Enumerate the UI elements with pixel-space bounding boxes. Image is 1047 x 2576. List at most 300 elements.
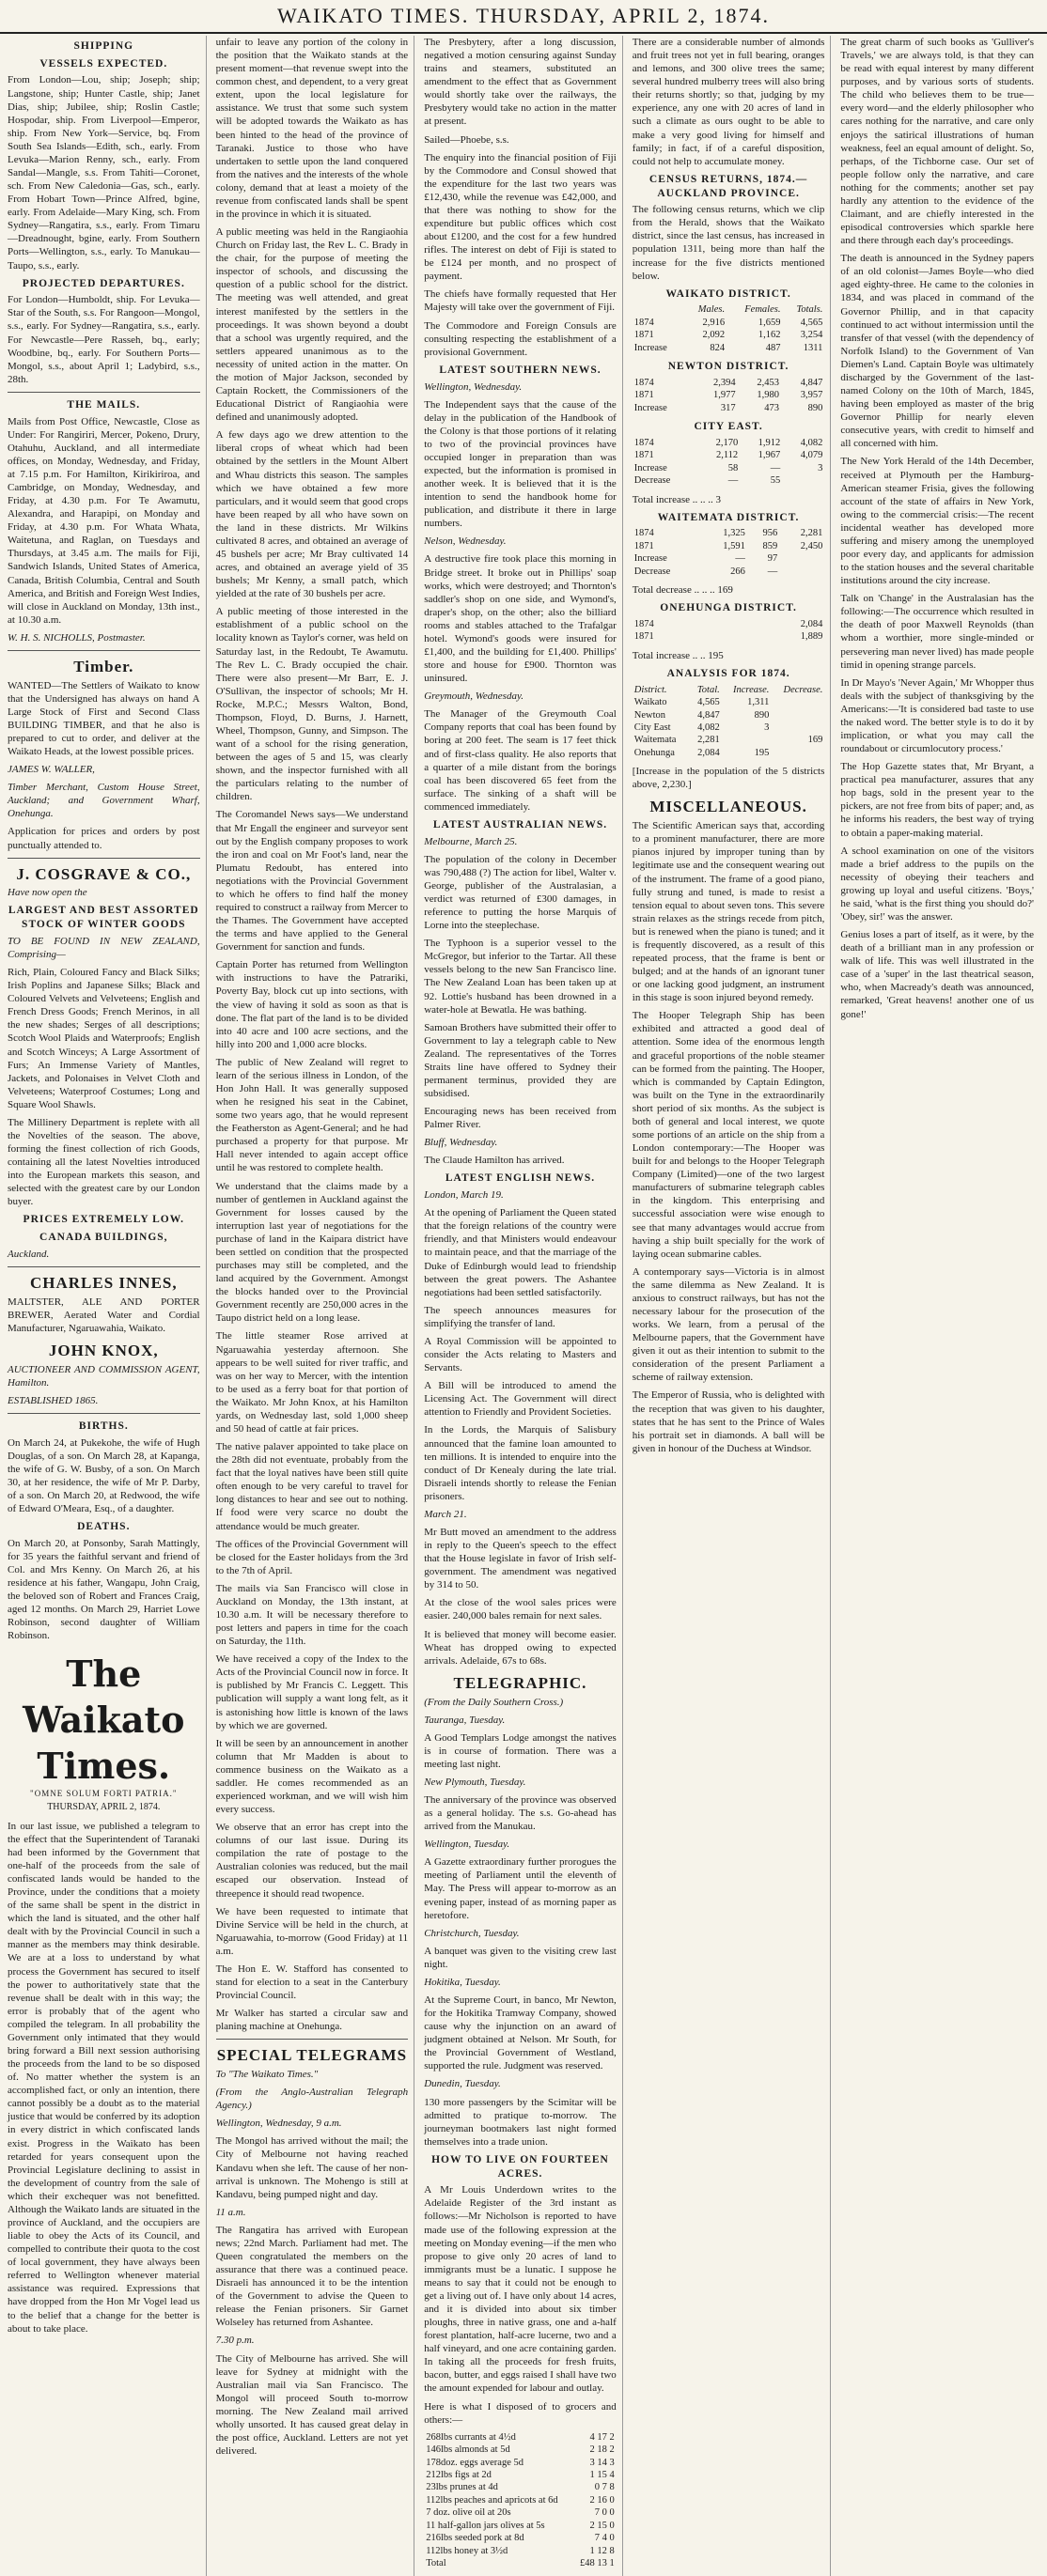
dateline: Bluff, Wednesday. xyxy=(424,1137,498,1149)
cell: 1874 xyxy=(633,619,654,629)
cell: — xyxy=(767,566,778,577)
col2-paragraph: A public meeting of those interested in the establishment of a public school on the locality known as Taylor's corner, was held on Saturday last, in the Redoubt, Te Awamutu. The Rev L. C. Brady occupied the chair. There were also present—Mr Barr, E. J. O'Sullivan, the inspector of schools; Mr H. Rocke, M.P.C.; Messrs Walton, Bond, Thompson, Floyd, D. Burns, J. Harnett, Wheel, Thompson, Gunny, and Simpson. The want of a school for the rising generation, between the ages of 5 and 15, was clearly shown, and the inspector furnished with all the particulars relating to the number of children. xyxy=(215,606,409,803)
english-paragraph: It is believed that money will become easier. Wheat has dropped owing to expected arrivals. Adelaide, 67s to 68s. xyxy=(424,1628,617,1667)
english-paragraph: At the opening of Parliament the Queen stated that the foreign relations of the country were friendly, and that Ministers would endeavour to maintain peace, and that the marriage of the Duke of Edinburgh would lead to friendship between the great powers. The Ashantee negotiations had been settled satisfactorily. xyxy=(424,1207,617,1298)
produce-item: 112lbs peaches and apricots at 6d xyxy=(426,2494,558,2506)
cell: 824 xyxy=(710,342,726,353)
cell: 2,281 xyxy=(697,735,720,746)
mails-text: Mails from Post Office, Newcastle, Close as Under: For Rangiriri, Mercer, Pokeno, Drury, Otahuhu, Auckland, and all intermediate offices, on Monday, Wednesday, and Friday, at 7.15 p.m. For Hamilton, Kirikiriroa, and Cambridge, on Monday, Wednesday, and Friday, at 4.30 p.m. For Te Awamutu, Alexandra, and Harapipi, on Monday and Friday, at 4.30 p.m. For Whata Whata, Waitetuna, and Raglan, on Tuesdays and Thursdays, at 3.45 a.m. The mails for Fiji, Sandwich Islands, United States of America, Canada, British Columbia, Central and South America, and British and Foreign West Indies, will close in Auckland on Monday, 13th inst., at 10.30 a.m. xyxy=(8,415,200,626)
table-row xyxy=(633,747,825,759)
howto-heading: HOW TO LIVE ON FOURTEEN ACRES. xyxy=(431,2153,609,2180)
cell: 1,162 xyxy=(758,330,781,341)
col5-paragraph: The New York Herald of the 14th December, received at Plymouth per the Hamburg-American steamer Frisia, gives the following account of the state of affairs in New York, owing to the commercial crisis:—The recent incidental weather has developed more suffering and misery among the unemployed poor every day, and applicants for admission to the station houses and the several charitable institutions around the city increase. xyxy=(840,456,1034,587)
cell: 2,453 xyxy=(757,377,779,388)
dateline: 7.30 p.m. xyxy=(215,2335,255,2347)
table-header xyxy=(633,684,825,696)
produce-amount: 3 14 3 xyxy=(589,2457,615,2468)
table-row xyxy=(633,474,825,487)
cell: 890 xyxy=(754,709,770,721)
col2-paragraph: A few days ago we drew attention to the liberal crops of wheat which had been obtained by the settlers in the Mount Albert and Whau districts this season. The samples which we have obtained a few more particulars, and it would seem that good crops have been reaped by all who have sown on the land in these districts. Mr Wilkins cultivated 8 acres, and obtained an average of 45 bushels per acre; Mr Bray cultivated 14 acres, and obtained an average yield of 35 bushels; Mr Kenny, a small patch, which yielded at the rate of 30 bushels per acre. xyxy=(215,429,409,600)
dateline: New Plymouth, Tuesday. xyxy=(424,1776,526,1788)
produce-item: 178doz. eggs average 5d xyxy=(426,2457,524,2468)
timber-address: Timber Merchant, Custom House Street, Auckland; and Government Wharf, Onehunga. xyxy=(8,782,200,820)
produce-item: 23lbs prunes at 4d xyxy=(426,2482,498,2493)
table-row xyxy=(424,2532,617,2544)
column-2 xyxy=(216,36,415,2576)
cosgrave-heading: J. COSGRAVE & CO., xyxy=(16,864,192,883)
table-row xyxy=(424,2481,617,2493)
col2-paragraph: It will be seen by an announcement in another column that Mr Madden is about to commence business on the Waikato as a saddler. He comes recommended as an experienced workman, and we will wish him every success. xyxy=(215,1737,409,1816)
table-row xyxy=(424,2557,617,2569)
col5-paragraph: The Hop Gazette states that, Mr Bryant, a practical pea manufacturer, assures that any hop bags, sold in the present year to the pickers, are not free from bits of paper; and, as he informs his readers, the best way of trying to obtain a paper-making material. xyxy=(840,761,1034,839)
cell: 4,565 xyxy=(800,317,823,328)
cell: 1,980 xyxy=(757,390,779,401)
produce-table xyxy=(424,2431,617,2570)
births-heading: BIRTHS. xyxy=(78,1420,129,1432)
special-paragraph: The Mongol has arrived without the mail; the City of Melbourne not having reached Kandavu when she left. The cause of her non-arrival is unknown. The Mohengo is still at Kandavu, being pumped night and day. xyxy=(215,2135,409,2200)
census-text: The following census returns, which we clip from the Herald, shows that the Waikato district, since the last census, has increased in population 1311, being more than half the increase for the five districts mentioned below. xyxy=(632,204,825,282)
vessels-heading: VESSELS EXPECTED. xyxy=(39,57,168,70)
shipping-heading: SHIPPING xyxy=(73,40,134,52)
cell: 2,916 xyxy=(702,317,726,328)
southern-paragraph: The Manager of the Greymouth Coal Company reports that coal has been found by boring at 200 feet. The seam is 17 feet thick and of first-class quality. He also reports that a quarter of a mile distant from the borings coal has been discovered 65 feet from the surface. The sinking of a shaft will be commenced immediately. xyxy=(424,708,617,813)
cell: 956 xyxy=(762,528,778,539)
dateline: Melbourne, March 25. xyxy=(424,835,518,847)
col-header: Males. xyxy=(697,304,726,316)
col2-paragraph: The offices of the Provincial Government will be closed for the Easter holidays from the 3rd to the 7th of April. xyxy=(215,1538,409,1576)
table-row xyxy=(424,2545,617,2557)
english-paragraph: The speech announces measures for simplifying the transfer of land. xyxy=(424,1304,617,1329)
canada-heading: CANADA BUILDINGS, xyxy=(39,1232,168,1244)
col3-paragraph: The chiefs have formally requested that Her Majesty will take over the government of Fiji. xyxy=(424,288,617,314)
miscellaneous-heading: MISCELLANEOUS. xyxy=(649,798,807,816)
city-east-table xyxy=(633,437,825,488)
col2-paragraph: The public of New Zealand will regret to learn of the serious illness in London, of the Hon John Hall. It was generally supposed when he resigned his seat in the Cabinet, some two years ago, that he would represent the Featherston as Agent-General; and he had purchased a property for that purpose. Mr Hall never intended to again accept office until he was restored to complete health. xyxy=(215,1056,409,1174)
cell: 3 xyxy=(764,722,770,733)
cell: 4,082 xyxy=(697,722,720,733)
cell: 2,394 xyxy=(712,377,736,388)
cell xyxy=(722,734,772,746)
cell: 1874 xyxy=(633,528,654,539)
divider xyxy=(8,1413,200,1414)
cell: Increase xyxy=(633,462,667,473)
produce-amount: 2 15 0 xyxy=(589,2520,615,2531)
cosgrave-sub: Have now open the xyxy=(8,887,87,899)
table-row xyxy=(424,2469,617,2481)
table-row xyxy=(633,722,825,734)
cell: 2,112 xyxy=(715,450,739,461)
table-row xyxy=(633,709,825,722)
cell: 1871 xyxy=(633,450,654,461)
cell: 1871 xyxy=(633,390,654,401)
col2-paragraph: We observe that an error has crept into the columns of our last issue. During its compilation the rate of postage to the Australian colonies was reduced, but the mail escaped our observation. Instead of threepence it should read twopence. xyxy=(215,1822,409,1900)
telegraphic-paragraph: A Gazette extraordinary further prorogues the meeting of Parliament until the eleventh of May. The Press will appear to-morrow as an evening paper, instead of as morning paper as heretofore. xyxy=(424,1856,617,1921)
col2-paragraph: A public meeting was held in the Rangiaohia Church on Friday last, the Rev L. C. Brady in the chair, for the purpose of meeting the inspector of schools, and discussing the question of a public school for the district. The meeting was well attended, and great interest manifested by the settlers in the proceedings. It was shown beyond a doubt that a school was urgently required, and the settlers appeared unanimous as to the necessity of united action in the matter. On the motion of Major Jackson, seconded by Captain Rockett, the Commissioners of the Educational District of Rangiaohia were defined and unanimously adopted. xyxy=(215,226,409,424)
col2-paragraph: We have received a copy of the Index to the Acts of the Provincial Council now in force. It is published by Mr Francis C. Leggett. This publication will supply a want long felt, as it is astonishing how little is known of the laws by which we are governed. xyxy=(215,1653,409,1731)
col2-paragraph: The little steamer Rose arrived at Ngaruawahia yesterday afternoon. She appears to be well suited for river traffic, and was on her way to Mercer, with the intention to be used as a ferry boat for that portion of the Waikato. Mr John Knox, at his Hamilton yards, on Wednesday last, sold 1,000 sheep and 50 head of cattle at fair prices. xyxy=(215,1330,409,1435)
col-header: Decrease. xyxy=(783,684,823,695)
cell: — xyxy=(735,553,745,565)
telegraphic-heading: TELEGRAPHIC. xyxy=(453,1673,587,1692)
english-paragraph: A Bill will be introduced to amend the Licensing Act. The Government will direct attention to Friendly and Provident Societies. xyxy=(424,1380,617,1419)
dateline: Wellington, Tuesday. xyxy=(424,1839,510,1851)
cell: 2,084 xyxy=(800,619,823,629)
knox-established: ESTABLISHED 1865. xyxy=(8,1394,99,1406)
waitemata-net: Total decrease .. .. .. 169 xyxy=(632,584,733,597)
cell: 2,281 xyxy=(800,528,823,539)
produce-item: 146lbs almonds at 5d xyxy=(426,2444,510,2456)
dateline: Christchurch, Tuesday. xyxy=(424,1927,520,1939)
cell: 4,079 xyxy=(800,450,823,461)
cell: 1874 xyxy=(633,317,654,328)
telegraphic-source: (From the Daily Southern Cross.) xyxy=(424,1696,564,1708)
newton-district-heading: NEWTON DISTRICT. xyxy=(667,361,789,373)
onehunga-table xyxy=(633,618,825,644)
howto-list-intro: Here is what I disposed of to grocers and others:— xyxy=(424,2400,617,2426)
table-row xyxy=(633,618,825,630)
cell: 473 xyxy=(764,402,779,413)
divider xyxy=(8,1266,200,1267)
column-3 xyxy=(424,36,623,2576)
table-row xyxy=(424,2457,617,2469)
cell: 4,847 xyxy=(800,377,823,388)
cell: Decrease xyxy=(633,475,671,487)
deaths-heading: DEATHS. xyxy=(77,1521,131,1533)
cosgrave-found: TO BE FOUND IN NEW ZEALAND, Comprising— xyxy=(8,935,200,960)
cell: 1,325 xyxy=(723,528,745,539)
col5-paragraph: The great charm of such books as 'Gulliver's Travels,' we are always told, is that they can be read with equal interest by many different purposes, and by various sorts of students. The child who believes them to be true—every word—and the elderly philosopher who cares nothing for the narrative, and care only enjoys the satirical illustrations of human weakness, feel an equal amount of delight. So, perhaps, of the Tichborne case. Our set of people follow only the narrative, and care nothing for the comments; another set pay hardly any attention to the evidence of the Claimant, and are chiefly interested in the episodical controversies which sparkle here and there through each day's proceedings. xyxy=(840,37,1034,247)
table-header xyxy=(633,303,825,316)
english-paragraph: In the Lords, the Marquis of Salisbury announced that the famine loan amounted to ten millions. It is intended to enquire into the conduct of Dr Kenealy during the late trial. Disraeli intends shortly to release the Fenian prisoners. xyxy=(424,1424,617,1502)
cosgrave-prices: PRICES EXTREMELY LOW. xyxy=(23,1214,185,1226)
table-row xyxy=(424,2506,617,2519)
cell: 55 xyxy=(770,475,781,487)
column-5 xyxy=(840,36,1039,2576)
cell: 2,084 xyxy=(697,747,720,758)
column-4 xyxy=(633,36,832,2576)
columns xyxy=(8,36,1039,2569)
divider xyxy=(8,650,200,651)
table-row xyxy=(633,540,825,552)
census-heading: CENSUS RETURNS, 1874.—AUCKLAND PROVINCE. xyxy=(649,173,808,199)
nameplate: The Waikato Times. xyxy=(23,1653,185,1787)
timber-text: WANTED—The Settlers of Waikato to know that the Undersigned has always on hand A Large Stock of First and Second Class BUILDING TIMBER, and that he also is prepared to cut to order, and deliver at the Waikato Heads, at the lowest possible prices. xyxy=(8,679,200,758)
english-paragraph: Mr Butt moved an amendment to the address in reply to the Queen's speech to the effect that the House legislate in favor of Irish self-government. The amendment was negatived by 314 to 50. xyxy=(424,1526,617,1591)
produce-item: 216lbs seeded pork at 8d xyxy=(426,2533,524,2544)
table-row xyxy=(633,342,825,354)
col2-paragraph: The native palaver appointed to take place on the 28th did not eventuate, probably from the fact that the loyal natives have been still quite often enough to be very careful to travel for long distances to hear and see out to nothing. If food were very scarce no doubt the attendance would be much greater. xyxy=(215,1441,409,1532)
table-row xyxy=(633,527,825,539)
cell xyxy=(779,552,824,565)
produce-item: 112lbs honey at 3½d xyxy=(426,2545,508,2556)
col3-paragraph: The Commodore and Foreign Consuls are consulting respecting the establishment of a provisional Government. xyxy=(424,319,617,358)
table-row xyxy=(424,2444,617,2456)
southern-paragraph: A destructive fire took place this morning in Bridge street. It broke out in Phillips' soap works, which were destroyed; and Thornton's saddler's shop on one side, and Wymond's, draper's shop, on the other; also the billiard rooms and stables attached to the Trafalgar hotel. Wymond's goods were insured for £1,400, and the building for £1,400. Phillips' store and house for £900. Thornton was uninsured. xyxy=(424,553,617,685)
produce-amount: 7 4 0 xyxy=(594,2533,615,2544)
timber-heading: Timber. xyxy=(73,657,134,675)
table-row xyxy=(633,630,825,643)
australian-news-heading: LATEST AUSTRALIAN NEWS. xyxy=(432,818,608,830)
dateline: March 21. xyxy=(424,1508,467,1520)
waikato-district-heading: WAIKATO DISTRICT. xyxy=(665,287,791,300)
cell: Decrease xyxy=(633,566,671,577)
col2-paragraph: We have been requested to intimate that Divine Service will be held in the church, at Ngaruawahia, to-morrow (Good Friday) at 11 a.m. xyxy=(215,1905,409,1957)
col2-paragraph: The Hon E. W. Stafford has consented to stand for election to a seat in the Canterbury Provincial Council. xyxy=(215,1963,409,2002)
produce-amount: 2 18 2 xyxy=(589,2444,615,2456)
col4-paragraph: The Hooper Telegraph Ship has been exhibited and attracted a good deal of attention. Some idea of the enormous length and graceful proportions of the noble steamer can be formed from the painting. The Hooper, which is commanded by Captain Edington, was built on the Tyne in the extraordinarily short period of six months. As the subject is both of general and local interest, we quote some portions of an article on the ship from a London contemporary:—The Hooper was built for and belongs to the Hooper Telegraph Company (Limited)—one of the two largest manufacturers of submarine telegraph cables in the kingdom. This enterprising and successful association were wise enough to see that many advantages would accrue from having a ship built specially for the work of laying ocean submarine cables. xyxy=(632,1010,825,1260)
knox-text: AUCTIONEER AND COMMISSION AGENT, Hamilton. xyxy=(8,1363,200,1389)
special-telegrams-sub: To "The Waikato Times." xyxy=(215,2069,319,2081)
telegraphic-paragraph: 130 more passengers by the Scimitar will be admitted to pratique to-morrow. The journeyman bootmakers last night formed themselves into a trade union. xyxy=(424,2096,617,2148)
cosgrave-list: Rich, Plain, Coloured Fancy and Black Silks; Irish Poplins and Japanese Silks; Black and Coloured Velvets and Velveteens; English and French Dress Goods; French Merinos, in all the new shades; Serges of all descriptions; Scotch Wool Plaids and Waterproofs; English and Scotch Winceys; A Large Assortment of Furs; An Immense Variety of Mantles, Jackets, and Polonaises in Velvet Cloth and Velveteens; Waterproof Costumes; Long and Square Wool Shawls. xyxy=(8,967,200,1110)
mails-heading: THE MAILS. xyxy=(67,398,141,411)
cell: 4,847 xyxy=(697,709,720,721)
col-header xyxy=(633,303,684,316)
table-row xyxy=(424,2431,617,2444)
table-row xyxy=(633,377,825,389)
editorial-text: In our last issue, we published a telegram to the effect that the Superintendent of Taranaki had been informed by the Government that one-half of the proceeds from the sale of confiscated lands would be handed to the Province, under the conditions that a moiety of the same shall be spent in the district in which the land is situated, and the other half dealt with by the Provincial Council in such a manner as the members may think desirable. We are at a loss to understand by what process the Government has secured to itself the power to authoritatively state that the revenue shall be dealt with in this way; the error is probably that of the agent who compiled the telegram. In all probability the Government only intimated that they would bring forward a Bill next session authorising the proceeds from the land to be so disposed of. No matter whether the system is an accomplished fact, or only an intention, there cannot possibly be a doubt as to the material justice that would be conferred by its adoption in every district in which confiscated lands exist. Progress in the Waikato has been retarded for years consequent upon the Provincial Legislature declining to assist in the development of country from the sale of which their exchequer was not benefitted. Although the Waikato lands are situated in the province of Auckland, and the occupiers are liable to obey the Acts of its Council, and compelled to contribute their quota to the cost of local government, they have always been referred to Wellington whenever material assistance was required. Expressions that have dropped from the Hon Mr Vogel lead us to the belief that a change for the better is about to take place. xyxy=(8,1820,200,2335)
cell: 97 xyxy=(767,553,778,565)
southern-paragraph: The Independent says that the cause of the delay in the publication of the Handbook of the Colony is that those portions of it relating to two of the provincial provinces have occupied longer in preparation than was expected, but the information is promised in another week. It is believed that it is the intention to send the handbook home for publication, and distribute it there in large numbers. xyxy=(424,398,617,530)
cell: 195 xyxy=(754,747,770,758)
col-header: Females. xyxy=(744,304,781,316)
cell: Newton xyxy=(633,709,666,721)
cell: 4,082 xyxy=(800,437,823,448)
analysis-table xyxy=(633,684,825,760)
col5-paragraph: In Dr Mayo's 'Never Again,' Mr Whopper thus deals with the subject of thanksgiving by the Americans:—'It is considered bad taste to use the naked word. The better style is to do it by implication, or what you may call the roundabout or circumlocutory process.' xyxy=(840,676,1034,755)
telegraphic-paragraph: A banquet was given to the visiting crew last night. xyxy=(424,1945,617,1970)
col4-paragraph: The Emperor of Russia, who is delighted with the reception that was given to his daughter, states that he has sent to the Prince of Wales his portrait set in diamonds. A ball will be given in honour of the Duchess at Windsor. xyxy=(632,1389,825,1454)
table-row xyxy=(633,389,825,401)
col-header: Total. xyxy=(696,684,720,695)
cosgrave-stock: LARGEST AND BEST ASSORTED STOCK OF WINTER GOODS xyxy=(8,905,199,931)
col2-paragraph: We understand that the claims made by a number of gentlemen in Auckland against the Government for losses caused by the interruption last year of negotiations for the purchase of land in the Kaipara district have been settled on condition that the prospected purchases may still be completed, and the land acquired by the Government. Amongst the blocks handed over to the Provincial Government recently are 250,000 acres in the Taupo district held on a long lease. xyxy=(215,1180,409,1325)
cell: — xyxy=(727,475,739,487)
cell: 1,967 xyxy=(758,450,781,461)
cell xyxy=(779,566,824,578)
divider xyxy=(8,858,200,859)
masthead-title: WAIKATO TIMES. THURSDAY, APRIL 2, 1874. xyxy=(277,4,770,27)
cell: 2,092 xyxy=(702,330,726,341)
cell: Waitemata xyxy=(633,735,677,746)
telegraphic-paragraph: The anniversary of the province was observed as a general holiday. The s.s. Go-ahead has arrived from the Manukau. xyxy=(424,1793,617,1833)
col5-paragraph: Genius loses a part of itself, as it were, by the death of a brilliant man in any profession or walk of life. This was well illustrated in the case of a 'super' in the last theatrical season, who, when Macready's death was announced, remarked, 'Great heavens! another one of us gone!' xyxy=(840,929,1034,1020)
cell: 1,311 xyxy=(747,697,770,708)
telegraphic-paragraph: At the Supreme Court, in banco, Mr Newton, for the Hokitika Tramway Company, showed cause why the injunction on an award of judgment obtained at Nelson. Mr South, for the Provincial Government of Westland, supported the rule. Judgment was reserved. xyxy=(424,1994,617,2072)
produce-amount: 7 0 0 xyxy=(594,2507,615,2519)
dateline: 11 a.m. xyxy=(215,2206,246,2218)
col-header: Totals. xyxy=(796,304,823,316)
cell: 266 xyxy=(730,566,745,577)
cell: 58 xyxy=(727,462,739,473)
english-paragraph: At the close of the wool sales prices were easier. 240,000 bales remain for next sales. xyxy=(424,1597,617,1622)
cell: 3,957 xyxy=(800,390,823,401)
howto-text: A Mr Louis Underdown writes to the Adelaide Register of the 3rd instant as follows:—Mr Nicholson is reported to have made use of the following expression at the meeting on Monday evening—if the men who propose to give only 20 acres of land to immigrants must be a lunatic. I suppose he means to say that it could not be enough to get a living out of. I have only about 14 acres, and it is divided into about six timber ploughs, three in native grass, one and a-half forest plantation, half-acre lucerne, two and a half vineyard, and one acre containing garden. In taking all the proceeds for fresh fruits, bacon, butter, and eggs raised I shall have two the amount expended for labour and outlay. xyxy=(424,2184,617,2395)
city-east-net: Total increase .. .. .. 3 xyxy=(632,493,722,505)
dateline: Nelson, Wednesday. xyxy=(424,535,507,548)
nameplate-motto: "OMNE SOLUM FORTI PATRIA." xyxy=(30,1789,178,1799)
produce-total-label: Total xyxy=(426,2558,446,2569)
cell: Onehunga xyxy=(633,747,675,758)
australian-paragraph: The Claude Hamilton has arrived. xyxy=(424,1155,565,1167)
col4-paragraph: A contemporary says—Victoria is in almost the same dilemma as New Zealand. It is anxious to construct railways, but has not the necessary labour for the prosecution of the works. We learn, from a perusal of the Melbourne papers, that the Government have given it out as their intention to submit to the consideration of the present Parliament a scheme of railway extension. xyxy=(632,1265,825,1384)
cell: 1871 xyxy=(633,330,654,341)
english-paragraph: A Royal Commission will be appointed to consider the Acts relating to Masters and Servants. xyxy=(424,1335,617,1374)
produce-amount: 4 17 2 xyxy=(589,2431,615,2443)
cell: 1,977 xyxy=(712,390,736,401)
cell: 1311 xyxy=(803,342,823,353)
col-header: District. xyxy=(633,684,667,695)
cell: 1871 xyxy=(633,631,654,643)
table-row xyxy=(633,449,825,461)
waitemata-table xyxy=(633,527,825,578)
column-1 xyxy=(8,36,207,2576)
divider xyxy=(8,392,200,393)
innes-text: MALTSTER, ALE AND PORTER BREWER, Aerated Water and Cordial Manufacturer, Ngaruawahia, Waikato. xyxy=(8,1296,200,1334)
dateline: London, March 19. xyxy=(424,1189,504,1202)
special-paragraph: The Rangatira has arrived with European news; 22nd March. Parliament had met. The Queen congratulated the members on the assurance that there was a continued peace. Disraeli has announced it to be the intention of the Government to advise the Queen to release the Fenian prisoners. Sir Garnet Wolseley has returned from Ashantee. xyxy=(215,2224,409,2329)
cell: 487 xyxy=(765,342,781,353)
cell: 1,889 xyxy=(800,631,823,643)
col3-paragraph: Sailed—Phoebe, s.s. xyxy=(424,133,509,146)
nameplate-date: THURSDAY, APRIL 2, 1874. xyxy=(47,1801,161,1812)
table-row xyxy=(633,437,825,449)
col2-paragraph: unfair to leave any portion of the colony in the position that the Waikato stands at the present moment—that revenue swept into the common chest, and dependent, to a very great extent, upon the local legislature for assistance. We trust that some such system will be adopted towards the Waikato as has been hinted to the head of the province of Taranaki. Justice to those who have undertaken to settle upon the land conquered from the natives and the interests of the whole colony, demand that at least a moiety of the revenue from confiscated lands shall be spent in the province in which it is situated. xyxy=(215,37,409,221)
col-header: Increase. xyxy=(732,684,770,695)
canada-sub: Auckland. xyxy=(8,1248,50,1260)
produce-item: 7 doz. olive oil at 20s xyxy=(426,2507,511,2519)
table-row xyxy=(633,462,825,474)
cell: 1,591 xyxy=(723,540,745,551)
cosgrave-text: The Millinery Department is replete with all the Novelties of the season. The above, forming the finest collection of rich Goods, containing all the latest Novelties introduced into the European markets this season, and selected with the greatest care by our London buyer. xyxy=(8,1116,200,1208)
newton-table xyxy=(633,377,825,414)
col2-paragraph: Captain Porter has returned from Wellington with instructions to have the Patrariki, Poverty Bay, block cut up into sections, with the view of having it sold as soon as that is done. The flat part of the land is to be divided into 40 acre and 100 acre sections, and the hilly into 200 and 1,000 acre blocks. xyxy=(215,959,409,1050)
col4-paragraph: There are a considerable number of almonds and fruit trees not yet in full bearing, oranges and lemons, and 300 olive trees the same; several hundred mulberry trees will also bring their returns shortly; so that, judging by my experience, any one with 20 acres of land in such a climate as ours ought to be able to make a very good living for himself and family; in fact, if of a careful disposition, could not help to accumulate money. xyxy=(632,37,825,167)
telegraphic-paragraph: A Good Templars Lodge amongst the natives is in course of formation. There was a meeting last night. xyxy=(424,1731,617,1770)
cell xyxy=(782,474,824,487)
col2-paragraph: The mails via San Francisco will close in Auckland on Monday, the 13th instant, at 10.30 a.m. It will be necessary therefore to post letters and papers in time for the coach on Saturday, the 11th. xyxy=(215,1582,409,1648)
col3-paragraph: The enquiry into the financial position of Fiji by the Commodore and Consul showed that the expenditure for the last two years was £12,430, while the revenue was £42,000, and that there was nothing to show for the expenditure but public offices which cost about £1200, and the cost for a few hundred rifles. The interest on debt of Fiji is stated to be £124 per month, and no prospect of payment. xyxy=(424,151,617,283)
produce-amount: 1 15 4 xyxy=(589,2470,615,2480)
timber-note: Application for prices and orders by post punctually attended to. xyxy=(8,826,200,851)
special-telegrams-heading: SPECIAL TELEGRAMS xyxy=(216,2046,408,2065)
cell: 1,659 xyxy=(758,317,781,328)
produce-amount: 1 12 8 xyxy=(589,2545,615,2556)
cell xyxy=(771,709,824,722)
dateline: Greymouth, Wednesday. xyxy=(424,691,524,703)
dateline: Wellington, Wednesday, 9 a.m. xyxy=(215,2118,342,2130)
knox-heading: JOHN KNOX, xyxy=(48,1341,159,1359)
dateline: Hokitika, Tuesday. xyxy=(424,1976,501,1988)
cell: 3,254 xyxy=(800,330,823,341)
produce-item: 268lbs currants at 4½d xyxy=(426,2431,516,2443)
australian-paragraph: Encouraging news has been received from Palmer River. xyxy=(424,1106,617,1131)
cell: Increase xyxy=(633,402,667,413)
divider xyxy=(216,2039,409,2040)
cell: 169 xyxy=(807,735,823,746)
cell: 1874 xyxy=(633,437,654,448)
departures-heading: PROJECTED DEPARTURES. xyxy=(22,277,185,289)
produce-amount: 2 16 0 xyxy=(589,2494,615,2506)
innes-heading: CHARLES INNES, xyxy=(29,1273,178,1292)
cell: 890 xyxy=(807,402,823,413)
mails-signature: W. H. S. NICHOLLS, Postmaster. xyxy=(8,631,146,644)
dateline: Wellington, Wednesday. xyxy=(424,380,523,393)
cell: 4,565 xyxy=(697,697,720,708)
deaths-text: On March 20, at Ponsonby, Sarah Mattingly, for 35 years the faithful servant and friend of Col. and Mrs Kenny. On March 26, at his residence at his father, Wangapu, John Craig, the beloved son of Robert and Frances Craig, aged 12 months. On March 29, Harriet Lowe Robinson, second daughter of William Robinson. xyxy=(8,1537,200,1642)
departures-text: For London—Humboldt, ship. For Levuka—Star of the South, s.s. For Rangoon—Mongol, s.s., early. For Sydney—Rangatira, s.s., early. For Newcastle—Pere Rasseh, bq., early; Woodbine, bq., early. For Southern Ports—Mongol, s.s., about April 1; Ladybird, s.s., 28th. xyxy=(8,294,200,385)
special-paragraph: The City of Melbourne has arrived. She will leave for Sydney at midnight with the Australian mail via San Francisco. The Mongol will proceed South to-morrow morning. The New Zealand mail arrived wholly unsorted. It has caused great delay in the post office, Auckland. Letters are not yet delivered. xyxy=(215,2352,409,2458)
table-row xyxy=(633,734,825,746)
vessels-text: From London—Lou, ship; Joseph; ship; Langstone, ship; Hunter Castle, ship; Janet Dias, ship; Jubilee, ship; Roslin Castle; Hospodar, ship. From Liverpool—Emperor, ship. From New York—Service, bq. From South Sea Islands—Edith, sch., early. From Levuka—Marion Renny, sch., early. From Sandal—Mangle, s.s. From Tahiti—Coronet, sch. From New Caledonia—Gas, sch., early. From Hobart Town—Prince Alfred, bgine, early. From Adelaide—Mary King, sch. From Sydney—Rangatira, s.s., early. From Timaru—Dreadnought, bgine, early. From Southern Ports—Wellington, s.s., early. To Manukau—Taupo, s.s., early. xyxy=(8,74,200,272)
cell: Waikato xyxy=(633,697,667,708)
timber-name: JAMES W. WALLER, xyxy=(8,764,95,776)
city-east-heading: CITY EAST. xyxy=(694,421,763,433)
produce-item: 212lbs figs at 2d xyxy=(426,2470,492,2480)
cell: — xyxy=(770,462,781,473)
produce-amount: 0 7 8 xyxy=(594,2482,615,2493)
cell: City East xyxy=(633,722,671,733)
cell: Increase xyxy=(633,553,667,565)
cell: 317 xyxy=(720,402,736,413)
waitemata-heading: WAITEMATA DISTRICT. xyxy=(657,511,800,523)
onehunga-heading: ONEHUNGA DISTRICT. xyxy=(660,602,797,614)
produce-total: £48 13 1 xyxy=(580,2558,615,2569)
col5-paragraph: A school examination on one of the visitors made a brief address to the pupils on the necessity of obeying their teachers and growing up loyal and useful citizens. 'Boys,' he said, 'what is the first thing you should do?' 'Obey, sir!' was the answer. xyxy=(840,845,1034,923)
cell: 859 xyxy=(762,540,778,551)
onehunga-net: Total increase .. .. 195 xyxy=(632,649,724,661)
table-row xyxy=(633,329,825,341)
table-row xyxy=(424,2494,617,2506)
australian-paragraph: The Typhoon is a superior vessel to the McGregor, but inferior to the Tartar. All these vessels belong to the new San Francisco line. The New Zealand Loan has been taken up at 92. Lottie's husband has been drowned in a water-hole at Bewatla. He was bathing. xyxy=(424,938,617,1016)
cell xyxy=(771,747,824,759)
col2-paragraph: Mr Walker has started a circular saw and planing machine at Onehunga. xyxy=(215,2008,409,2033)
southern-news-heading: LATEST SOUTHERN NEWS. xyxy=(439,364,602,376)
waikato-table xyxy=(633,303,825,354)
cell: 2,450 xyxy=(800,540,823,551)
cell: Increase xyxy=(633,342,667,353)
col3-paragraph: The Presbytery, after a long discussion, negatived a motion censuring against Sunday trains and steamers, substituted an amendment to the effect that as Government would shortly take over the railways, the Presbytery would take no action in the matter at present. xyxy=(424,37,617,128)
produce-item: 11 half-gallon jars olives at 5s xyxy=(426,2520,545,2531)
masthead xyxy=(0,0,1047,34)
cell xyxy=(771,696,824,708)
cell: 1874 xyxy=(633,377,654,388)
cell: 1,912 xyxy=(758,437,781,448)
births-text: On March 24, at Pukekohe, the wife of Hugh Douglas, of a son. On March 28, at Kapanga, the wife of G. W. Busby, of a son. On March 30, at her residence, the wife of Mr P. Darby, of a son. On March 20, at Redwood, the wife of Edward O'Meara, Esq., of a daughter. xyxy=(8,1436,200,1515)
special-telegrams-source: (From the Anglo-Australian Telegraph Agency.) xyxy=(215,2087,409,2112)
analysis-note: [Increase in the population of the 5 districts above, 2,230.] xyxy=(632,766,825,791)
cell: 3 xyxy=(818,462,823,473)
table-row xyxy=(633,402,825,414)
australian-paragraph: Samoan Brothers have submitted their offer to Government to lay a telegraph cable to New Zealand. The representatives of the Torres Straits line have offered to Sydney their permanent terminus, provided they are subsidised. xyxy=(424,1021,617,1100)
table-row xyxy=(424,2520,617,2532)
cell xyxy=(771,722,824,734)
table-row xyxy=(633,696,825,708)
table-row xyxy=(633,566,825,578)
col5-paragraph: The death is announced in the Sydney papers of an old colonist—James Boyle—who died aged eighty-three. He came to the colonies in 1834, and was placed in command of the Governor Phillip, and in that capacity continued to act without intermission until the transfer of that vessel (with the dependency of Norfolk Island) to the Government of Van Diemen's Land. Captain Boyle was ultimately discharged by the Government of the last-named Colony on the 10th of March, 1845, having been employed as master of the brig Governor Phillip for nearly eleven consecutive years, with credit to himself and all concerned with him. xyxy=(840,253,1034,450)
table-row xyxy=(633,552,825,565)
dateline: Tauranga, Tuesday. xyxy=(424,1714,506,1726)
col4-paragraph: The Scientific American says that, according to a prominent manufacturer, there are more pianos injured by improper tuning than by legitimate use and the consequent wearing out of the instrument. The frame of a good piano, fully strung and tuned, is made to resist a tension equal to about seven tons. This severe strain relaxes as the strings recede from pitch, but is renewed when the piano is tuned; and it is frequently discovered, as a result of this repeated process, that the frame is bent or bulged; and at the hands of an ignorant tuner or one lacking good judgment, an instrument in this stage is soon injured beyond remedy. xyxy=(632,820,825,1004)
dateline: Dunedin, Tuesday. xyxy=(424,2078,501,2090)
analysis-heading: ANALYSIS FOR 1874. xyxy=(666,667,790,679)
col2-paragraph: The Coromandel News says—We understand that Mr Engall the engineer and surveyor sent out by the English company proposes to work the iron and coal on Mr Foot's land, near the Plumatu Redoubt, has entered into negotiations with the Provincial Government to which he offers to find half the money required to construct a railway from Mercer to the Thames. The Government have accepted the terms and have applied to the General Government for sanction and funds. xyxy=(215,809,409,954)
table-row xyxy=(633,317,825,329)
col5-paragraph: Talk on 'Change' in the Australasian has the following:—The occurrence which resulted in the death of poor Maxwell Reynolds (than whom a worthier, more single-minded or persevering man never lived) has made people timid in opening strange parcels. xyxy=(840,593,1034,671)
australian-paragraph: The population of the colony in December was 790,488 (?) The action for libel, Walter v. George, publisher of the Australasian, a verdict was returned of £300 damages, in reference to putting the horse Marquis of Lorne into the steeplechase. xyxy=(424,853,617,932)
cell: 2,170 xyxy=(715,437,739,448)
cell: 1871 xyxy=(633,540,654,551)
